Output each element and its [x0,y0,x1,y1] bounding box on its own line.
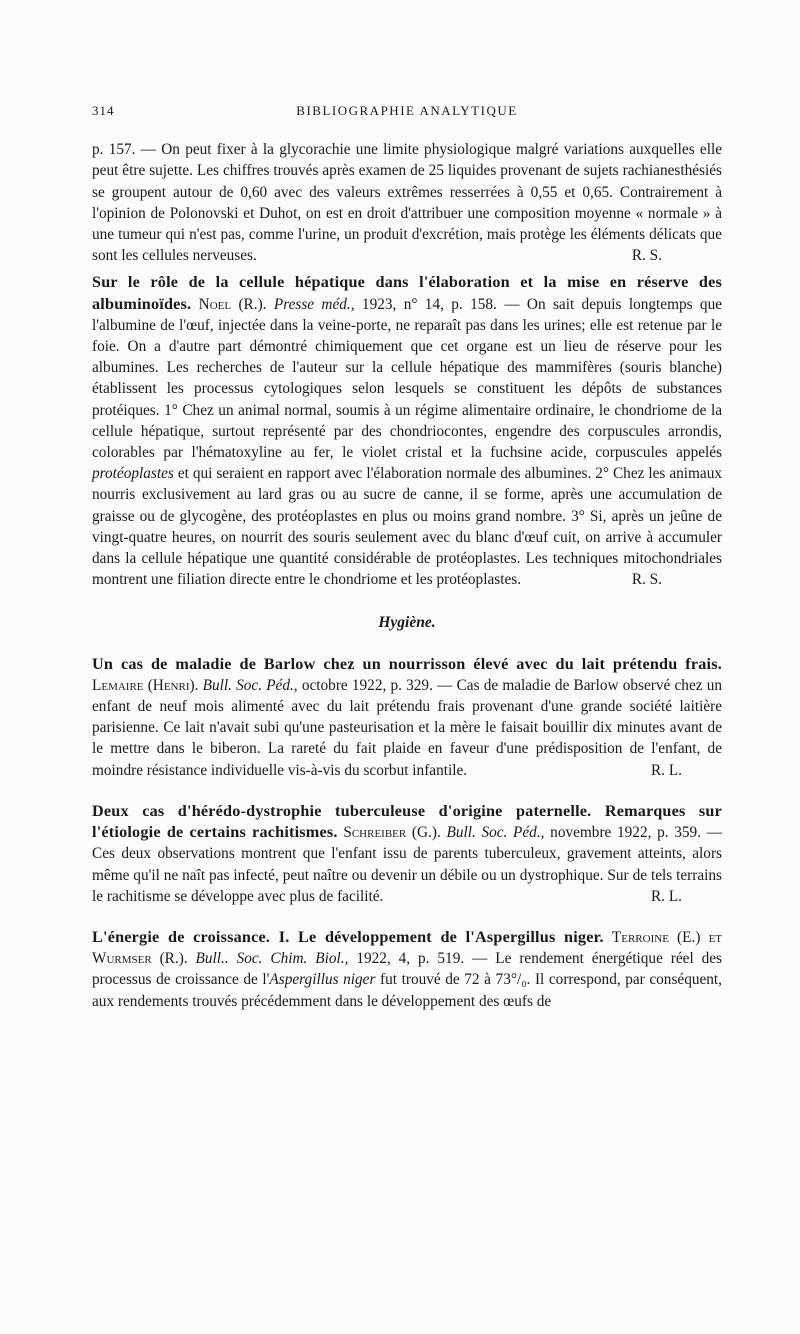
page-header [92,100,722,121]
bibliography-entry [92,654,722,781]
entry-authors: Schreiber (G.). [343,824,441,842]
entry-title: Sur le rôle de la cellule hépatique dans l'élaboration et la mise en réserve des albuminoïdes. [92,273,722,313]
entry-authors: Lemaire (Henri). [92,676,199,694]
entry-citation: novembre 1922, p. 359. [550,824,702,842]
entry-title: Deux cas d'hérédo-dystrophie tuberculeuse d'origine paternelle. Remarques sur l'étiologie de certains rachitismes. [92,801,722,842]
page-number: 314 [92,103,115,118]
entry-term: Aspergillus niger [269,971,376,989]
entry-authors: Terroine (E.) et Wurmser (R.). [92,928,723,968]
reviewer-initials: R. L. [650,887,682,905]
bibliography-entry [92,272,722,590]
running-title: BIBLIOGRAPHIE ANALYTIQUE [296,103,518,118]
entry-journal: Bull. Soc. Péd., [202,676,298,694]
entry-text: — Le rendement énergétique réel des processus de croissance de l' [92,950,722,989]
entry-journal: Bull. Soc. Péd., [446,824,545,842]
bibliography-entry [92,927,722,1012]
entry-text: — Ces deux observations montrent que l'enfant issu de parents tuberculeux, gravement atteints, alors même qu'il ne naît pas infecté, peut naître ou devenir un débile ou un dystrophique. Sur de tels terrains le rachitisme se développe avec plus de facilité. [92,824,723,905]
entry-title: L'énergie de croissance. I. Le développement de l'Aspergillus niger. [92,927,604,946]
entry-journal: Presse méd., [273,295,355,313]
entry-term: protéoplastes [92,465,174,483]
entry-citation: octobre 1922, p. 329. [301,676,433,694]
reviewer-initials: R. S. [631,247,662,265]
entry-title: Un cas de maladie de Barlow chez un nourrisson élevé avec du lait prétendu frais. [92,654,722,673]
entry-authors: Noel (R.). [198,295,267,313]
reviewer-initials: R. L. [650,761,682,779]
entry-journal: Bull.. Soc. Chim. Biol., [195,950,349,968]
continuation-entry [92,139,722,266]
entry-text: fut trouvé de 72 à 73°/₀. Il correspond, par conséquent, aux rendements trouvés précédemment dans le développement des œufs de [92,971,723,1010]
entry-text: — On sait depuis longtemps que l'albumine de l'œuf, injectée dans la veine-porte, ne reparaît pas dans les urines; elle est retenue par le foie. On a d'autre part démontré chimiquement que cet organe est un lieu de réserve pour les albumines. Les recherches de l'auteur sur la cellule hépatique des mammifères (souris blanche) établissent les processus cytologiques selon lesquels se constituent les dépôts de substances protéiques. 1° Chez un animal normal, soumis à un régime alimentaire ordinaire, le chondriome de la cellule hépatique, surtout représenté par des chondriocontes, engendre des corpuscules arrondis, colorables par l'hématoxyline au fer, le violet cristal et la fuchsine acide, corpuscules appelés [92,295,723,462]
entry-text: — Cas de maladie de Barlow observé chez un enfant de neuf mois alimenté avec du lait prétendu frais provenant d'une grande société laitière parisienne. Ce lait n'avait subi qu'une pasteurisation et la mère le faisait bouillir dix minutes avant de le mettre dans le biberon. La rareté du fait plaide en faveur d'une prédisposition de l'enfant, de moindre résistance individuelle vis-à-vis du scorbut infantile. [92,676,722,779]
entry-text: et qui seraient en rapport avec l'élaboration normale des albumines. 2° Chez les animaux nourris exclusivement au lard gras ou au sucre de canne, il se forme, après une accumulation de graisse ou de glycogène, des protéoplastes en plus ou moins grand nombre. 3° Si, après un jeûne de vingt-quatre heures, on nourrit des souris seulement avec du blanc d'œuf cuit, on arrive à accumuler dans la cellule hépatique une quantité considérable de protéoplastes. Les techniques mitochondriales montrent une filiation directe entre le chondriome et les protéoplastes. [92,465,723,589]
section-heading: Hygiène. [378,614,436,632]
entry-citation: 1923, n° 14, p. 158. [361,295,497,313]
continuation-text: p. 157. — On peut fixer à la glycorachie une limite physiologique malgré variations auxquelles elle peut être sujette. Les chiffres trouvés après examen de 25 liquides provenant de sujets rachianesthésiés se groupent autour de 0,60 avec des valeurs extrêmes resserrées à 0,55 et 0,65. Contrairement à l'opinion de Polonovski et Duhot, on est en droit d'attribuer une composition moyenne « normale » à une tumeur qui n'est pas, comme l'urine, un produit d'excrétion, mais protège les éléments délicats que sont les cellules nerveuses. [92,141,722,265]
page [92,100,722,1012]
entry-citation: 1922, 4, p. 519. [356,950,465,968]
reviewer-initials: R. S. [631,571,662,589]
bibliography-entry [92,801,722,907]
